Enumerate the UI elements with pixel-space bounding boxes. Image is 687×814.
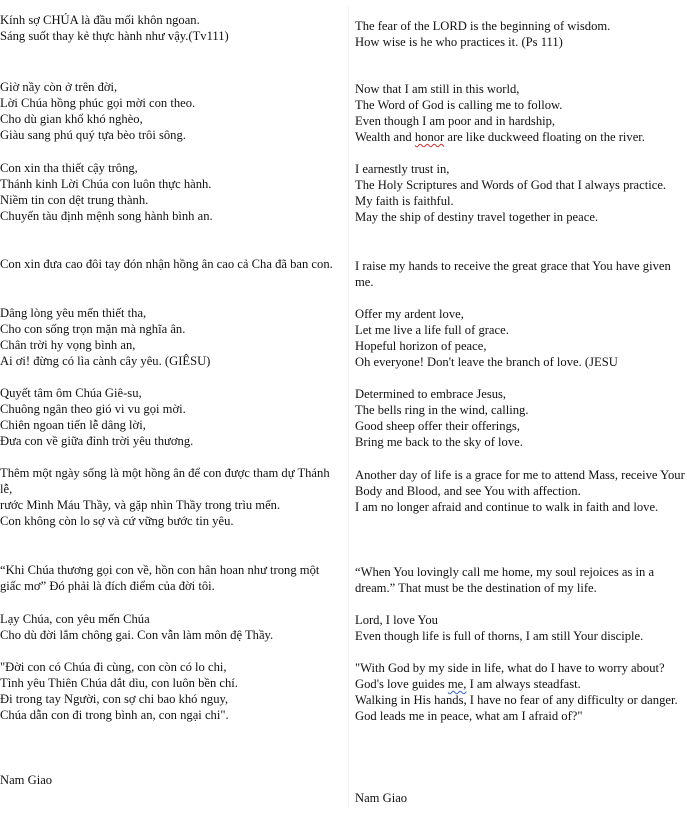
author-name: Nam Giao [355,791,408,805]
line: The Holy Scriptures and Words of God that I always practice. [355,178,667,192]
stanza-5-en [355,306,685,370]
stanza-10-en [355,660,685,724]
stanza-2-vi [0,79,340,143]
line: Giàu sang phú quý tựa bèo trôi sông. [0,128,186,142]
text: are like duckweed floating on the river. [444,130,645,144]
line: Giờ nầy còn ở trên đời, [0,80,118,94]
stanza-3-vi [0,160,340,224]
line: Bring me back to the sky of love. [355,435,523,449]
stanza-9-vi [0,611,340,643]
line: Chúa dẫn con đi trong bình an, con ngại chi". [0,708,229,722]
line: I raise my hands to receive the great grace that You have given me. [355,259,671,289]
line: May the ship of destiny travel together in peace. [355,210,599,224]
line: Con xin đưa cao đôi tay đón nhận hồng ân cao cả Cha đã ban con. [0,257,333,271]
line: “When You lovingly call me home, my soul rejoices as in a dream.” That must be the destination of my life. [355,565,655,595]
line: Niềm tin con dệt trung thành. [0,193,149,207]
stanza-5-vi [0,305,340,369]
line: God leads me in peace, what am I afraid of?" [355,709,583,723]
stanza-3-en [355,161,685,225]
line: Sáng suốt thay kẻ thực hành như vậy.(Tv111) [0,29,229,43]
stanza-1-vi [0,12,340,44]
line: Quyết tâm ôm Chúa Giê-su, [0,386,142,400]
line: Con không còn lo sợ và cứ vững bước tin yêu. [0,514,234,528]
line: Chuông ngân theo gió vi vu gọi mời. [0,402,186,416]
stanza-7-en [355,467,685,515]
line: How wise is he who practices it. (Ps 111) [355,35,563,49]
grammar-check-word: me, [447,677,467,691]
line: Lời Chúa hồng phúc gọi mời con theo. [0,96,196,110]
line: Lord, I love You [355,613,438,627]
line [355,676,685,692]
author-name: Nam Giao [0,773,53,787]
spellcheck-word: honor [414,130,445,144]
line [355,129,685,145]
line: I earnestly trust in, [355,162,450,176]
line: Lạy Chúa, con yêu mến Chúa [0,612,150,626]
line: rước Mình Máu Thầy, và gặp nhìn Thầy trong trìu mến. [0,498,281,512]
text: I am always steadfast. [466,677,581,691]
text: God's love guides [355,677,448,691]
stanza-4-en [355,258,685,290]
line: The fear of the LORD is the beginning of wisdom. [355,19,611,33]
line: Đưa con về giữa đỉnh trời yêu thương. [0,434,194,448]
line: Đi trong tay Người, con sợ chi bao khó nguy, [0,692,229,706]
line: Dâng lòng yêu mến thiết tha, [0,306,147,320]
line: Determined to embrace Jesus, [355,387,507,401]
line: Cho dù gian khổ khó nghèo, [0,112,143,126]
line: Cho dù đời lắm chông gai. Con vẫn làm môn đệ Thầy. [0,628,274,642]
text: Wealth and [355,130,415,144]
line: Thánh kinh Lời Chúa con luôn thực hành. [0,177,212,191]
line: The Word of God is calling me to follow. [355,98,563,112]
line: Chiên ngoan tiến lễ dâng lời, [0,418,146,432]
line: Another day of life is a grace for me to attend Mass, receive Your Body and Blood, and see You with affection. [355,468,685,498]
stanza-9-en [355,612,685,644]
stanza-6-en [355,386,685,450]
line: Now that I am still in this world, [355,82,520,96]
line: I am no longer afraid and continue to walk in faith and love. [355,500,659,514]
line: The bells ring in the wind, calling. [355,403,529,417]
stanza-1-en [355,18,685,50]
line: Chuyến tàu định mệnh song hành bình an. [0,209,213,223]
stanza-4-vi [0,256,340,272]
line: Ai ơi! đừng có lìa cành cây yêu. (GIÊSU) [0,354,211,368]
line: Con xin tha thiết cậy trông, [0,161,138,175]
line: Hopeful horizon of peace, [355,339,487,353]
stanza-10-vi [0,659,340,723]
stanza-2-en [355,81,685,145]
stanza-6-vi [0,385,340,449]
line: Tình yêu Thiên Chúa dắt dìu, con luôn bền chí. [0,676,238,690]
line: “Khi Chúa thương gọi con về, hồn con hân hoan như trong một giấc mơ” Đó phải là đích điểm của đời tôi. [0,563,320,593]
column-gutter [348,6,349,806]
stanza-8-en [355,564,685,596]
line: Thêm một ngày sống là một hồng ân để con được tham dự Thánh lễ, [0,466,330,496]
line: Walking in His hands, I have no fear of any difficulty or danger. [355,693,678,707]
line: Let me live a life full of grace. [355,323,509,337]
author-vi [0,772,340,788]
line: "Đời con có Chúa đi cùng, con còn có lo chi, [0,660,227,674]
line: Chân trời hy vọng bình an, [0,338,136,352]
line: Even though I am poor and in hardship, [355,114,556,128]
line: "With God by my side in life, what do I have to worry about? [355,661,665,675]
line: Even though life is full of thorns, I am still Your disciple. [355,629,644,643]
stanza-8-vi [0,562,340,594]
line: My faith is faithful. [355,194,454,208]
line: Offer my ardent love, [355,307,464,321]
author-en [355,790,685,806]
stanza-7-vi [0,465,340,529]
line: Oh everyone! Don't leave the branch of love. (JESU [355,355,618,369]
line: Kính sợ CHÚA là đầu mối khôn ngoan. [0,13,200,27]
line: Cho con sống trọn mặn mà nghĩa ân. [0,322,186,336]
line: Good sheep offer their offerings, [355,419,520,433]
